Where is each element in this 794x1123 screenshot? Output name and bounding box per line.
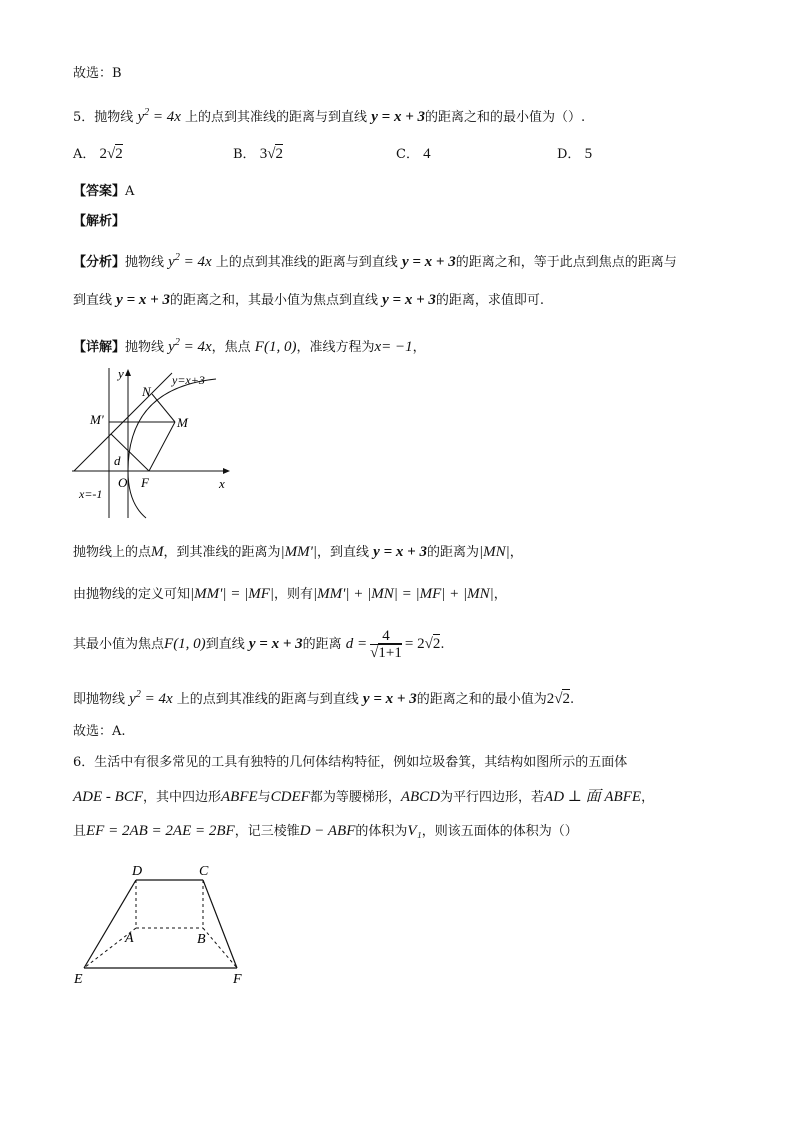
- label-b: B: [197, 932, 206, 947]
- quad-abcd: ABCD: [400, 789, 441, 805]
- fenxi-label: 【分析】: [73, 255, 126, 270]
- pyramid-name: D − ABF: [299, 823, 356, 839]
- segment-mf: [149, 422, 175, 471]
- text: ，到其准线的距离为: [163, 545, 281, 560]
- text: 上的点到其准线的距离与到直线: [215, 255, 398, 270]
- fenxi-line-1: [73, 250, 677, 271]
- text: ，则该五面体的体积为（）: [421, 824, 578, 839]
- q6-line-1: [73, 755, 627, 771]
- option-value: 3√2: [259, 146, 283, 162]
- label-e: E: [74, 972, 83, 987]
- text: 的距离之和，等于此点到焦点的距离与: [455, 255, 677, 270]
- text: 抛物线: [125, 255, 165, 270]
- label-m: M: [177, 415, 188, 430]
- final-answer: 故选：A.: [73, 724, 126, 739]
- text: 抛物线: [125, 340, 165, 355]
- text: 生活中有很多常见的工具有独特的几何体结构特征，例如垃圾畚箕，其结构如图所示的五面体: [94, 755, 628, 770]
- option-value: 2√2: [99, 146, 123, 162]
- q5-option-c: [396, 146, 431, 163]
- q5-text-2: 上的点到其准线的距离与到直线: [185, 110, 368, 125]
- dist-mn: |MN|: [478, 544, 510, 560]
- label-m-prime: M': [90, 412, 104, 427]
- solid-name: ADE - BCF: [73, 789, 143, 805]
- text: 都为等腰梯形，: [309, 790, 401, 805]
- q5-option-d: [557, 146, 592, 163]
- detail-line-2: [73, 586, 507, 603]
- text: .: [440, 637, 445, 652]
- detail-line-3: [73, 622, 444, 667]
- text: 的距离为: [426, 545, 479, 560]
- label-c: C: [199, 864, 209, 879]
- q5-line-eq: y = x + 3: [371, 109, 425, 125]
- label-x: x: [219, 476, 225, 491]
- line-eq: y = x + 3: [362, 691, 417, 707]
- analysis-label: 【解析】: [73, 214, 126, 229]
- label-directrix: x=-1: [79, 487, 103, 501]
- text: 上的点到其准线的距离与到直线: [176, 692, 359, 707]
- text: 且: [73, 824, 87, 839]
- quad-abfe: ABFE: [221, 789, 258, 805]
- parabola-curve: [128, 379, 216, 518]
- label-n: N: [142, 384, 151, 399]
- text: 到直线: [205, 637, 245, 652]
- text: 由抛物线的定义可知: [73, 587, 191, 602]
- parabola-eq: $y^2 = 4x$: [168, 252, 212, 270]
- answer-label: 【答案】: [73, 184, 126, 199]
- parabola-eq: $y^2 = 4x$: [129, 689, 173, 707]
- text: 的距离之和，其最小值为焦点到直线: [169, 293, 378, 308]
- text: ，: [493, 587, 507, 602]
- q5-stem: [73, 105, 585, 126]
- parabola-eq: $y^2 = 4x$: [168, 337, 212, 355]
- label-d: D: [132, 864, 143, 879]
- option-letter: B．: [233, 147, 256, 162]
- q5-number: 5．: [73, 110, 95, 125]
- text: 即抛物线: [73, 692, 126, 707]
- q6-line-3: [73, 823, 578, 840]
- length-relation: EF = 2AB = 2AE = 2BF: [86, 823, 235, 839]
- option-letter: A．: [73, 147, 96, 162]
- d-symbol: d =: [345, 636, 368, 652]
- label-y: y: [118, 366, 124, 381]
- x-axis-arrow-icon: [223, 468, 230, 474]
- text: ，准线方程为: [296, 340, 375, 355]
- prev-answer: 故选：B: [73, 66, 122, 81]
- text: ，则有: [274, 587, 314, 602]
- q5-text-3: 的距离之和的最小值为（）.: [425, 110, 586, 125]
- line-eq: y = x + 3: [401, 254, 456, 270]
- fraction-numerator: 4: [370, 628, 402, 645]
- point-m: M: [151, 544, 164, 560]
- label-o: O: [118, 475, 128, 490]
- text: ，: [509, 545, 523, 560]
- y-axis-arrow-icon: [125, 369, 131, 376]
- detail-line-1: [73, 544, 523, 561]
- answer-value: A: [125, 184, 135, 199]
- distance-fraction: [370, 628, 402, 661]
- fenxi-line-2: [73, 292, 544, 309]
- text: 到直线: [73, 293, 113, 308]
- focus: F(1, 0): [164, 636, 206, 652]
- xiangjie-label: 【详解】: [73, 340, 126, 355]
- perpendicular-condition: AD ⊥ 面 ABFE: [544, 789, 642, 805]
- q5-parabola-eq: $y^2 = 4x$: [137, 107, 181, 125]
- text: 的距离，求值即可.: [435, 293, 545, 308]
- segment-mn: [152, 394, 175, 422]
- option-value: 5: [584, 146, 593, 162]
- option-letter: D．: [557, 147, 581, 162]
- option-letter: C．: [396, 147, 419, 162]
- parabola-figure: [66, 358, 246, 523]
- text: 与: [257, 790, 271, 805]
- text: 抛物线上的点: [73, 545, 152, 560]
- dist-mm-prime: |MM'|: [280, 544, 317, 560]
- text: 的距离之和的最小值为: [416, 692, 547, 707]
- line-eq: y = x + 3: [382, 292, 436, 308]
- q5-text-1: 抛物线: [94, 110, 134, 125]
- label-line: y=x+3: [172, 373, 205, 387]
- text: ，其中四边形: [142, 790, 221, 805]
- edge-cf: [203, 880, 237, 968]
- edge-bf: [203, 928, 237, 968]
- line-eq: y = x + 3: [373, 544, 427, 560]
- answer-line: [73, 184, 134, 200]
- text: .: [569, 692, 575, 707]
- line-eq: y = x + 3: [116, 292, 170, 308]
- text: 的距离: [302, 637, 342, 652]
- text: 的体积为: [355, 824, 408, 839]
- edge-de: [84, 880, 136, 968]
- q5-option-a: [73, 146, 123, 163]
- text: ，焦点: [211, 340, 251, 355]
- focus: F(1, 0): [254, 339, 297, 355]
- option-value: 4: [423, 146, 431, 162]
- detail-line-4: [73, 687, 574, 708]
- text: ，: [641, 790, 655, 805]
- fraction-denominator: √1+1: [370, 645, 402, 661]
- directrix-eq: x= −1: [374, 339, 413, 355]
- volume-v1: V₁: [407, 823, 422, 839]
- text: ，: [412, 340, 426, 355]
- q6-number: 6．: [73, 755, 95, 770]
- definition-eq: |MM'| = |MF|: [190, 586, 274, 602]
- sum-eq: |MM'| + |MN| = |MF| + |MN|: [313, 586, 494, 602]
- label-d: d: [114, 453, 121, 468]
- q6-line-2: [73, 789, 654, 806]
- xiangjie-line: [73, 335, 426, 356]
- text: ，到直线: [316, 545, 369, 560]
- line-eq: y = x + 3: [248, 636, 303, 652]
- quad-cdef: CDEF: [270, 789, 310, 805]
- label-f: F: [233, 972, 242, 987]
- q5-option-b: [233, 146, 283, 163]
- text: 为平行四边形，若: [440, 790, 545, 805]
- label-a: A: [125, 931, 134, 946]
- distance-result: = 2√2: [404, 636, 441, 652]
- label-f: F: [141, 475, 149, 490]
- text: ，记三棱锥: [234, 824, 300, 839]
- min-value: 2√2: [546, 691, 570, 707]
- pentahedron-figure: [70, 860, 260, 990]
- text: 其最小值为焦点: [73, 637, 165, 652]
